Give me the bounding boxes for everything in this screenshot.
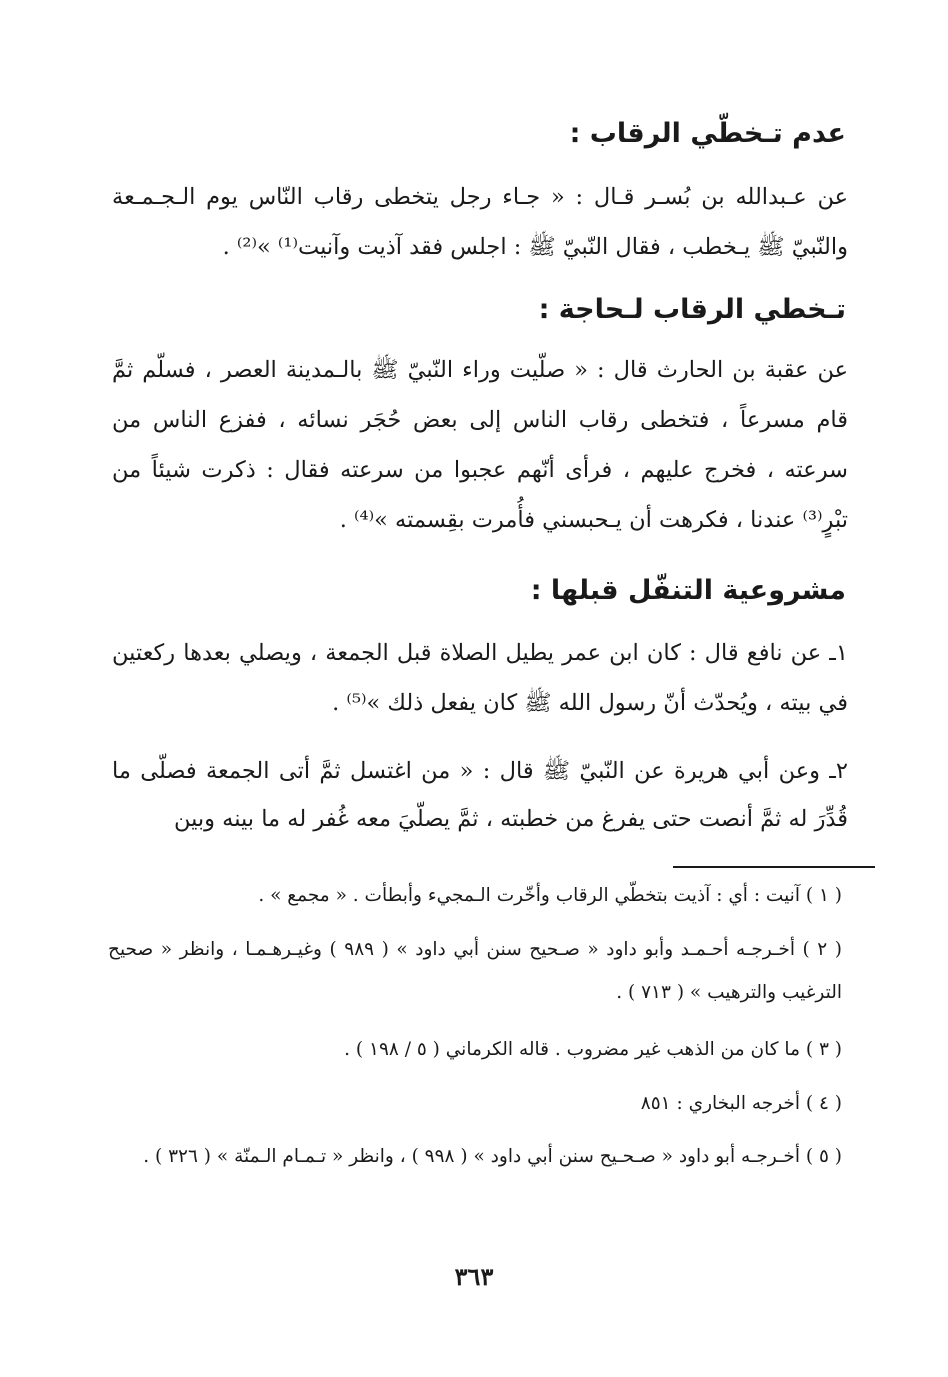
paragraph-abu-huraira-narration: ٢ـ وعن أبي هريرة عن النّبيّ ﷺ قال : « من اغتسل ثمَّ أتى الجمعة فصلّى ما قُدِّرَ له ثمَّ أنصت حتى يفرغ من خطبته ، ثمَّ يصلّيَ معه غُفر له ما بينه وبين <box>112 758 848 832</box>
section-heading-voluntary-prayer-before: مشروعية التنفّل قبلها : <box>530 575 846 606</box>
paragraph-abdullah-bin-busr: عن عـبدالله بن بُسـر قـال : « جـاء رجل يتخطى رقاب النّاس يوم الـجـمـعة والنّبيّ ﷺ يـخطب ، فقال النّبيّ ﷺ : اجلس فقد آذيت وآنيت⁽¹⁾ »⁽²⁾ . <box>112 184 848 260</box>
paragraph-uqba-bin-harith: عن عقبة بن الحارث قال : « صلّيت وراء النّبيّ ﷺ بالـمدينة العصر ، فسلّم ثمَّ قام مسرعاً ، فتخطى رقاب الناس إلى بعض حُجَر نسائه ، ففزع الناس من سرعته ، فخرج عليهم ، فرأى أنّهم عجبوا من سرعته فقال : ذكرت شيئاً من تبْرٍ⁽³⁾ عندنا ، فكرهت أن يـحبسني فأُمرت بقِسمته »⁽⁴⁾ . <box>112 357 848 533</box>
footnote-5: ( ٥ ) أخـرجـه أبو داود « صـحـيح سنن أبي داود » ( ٩٩٨ ) ، وانظر « تـمـام الـمنّة » ( ٣٢٦ ) . <box>143 1146 842 1167</box>
paragraph-nafi-narration: ١ـ عن نافع قال : كان ابن عمر يطيل الصلاة قبل الجمعة ، ويصلي بعدها ركعتين في بيته ، ويُحدّث أنّ رسول الله ﷺ كان يفعل ذلك »⁽⁵⁾ . <box>112 640 848 716</box>
footnote-3: ( ٣ ) ما كان من الذهب غير مضروب . قاله الكرماني ( ٥ / ١٩٨ ) . <box>344 1039 842 1060</box>
footnote-4: ( ٤ ) أخرجه البخاري : ٨٥١ <box>640 1093 842 1114</box>
footnote-separator <box>673 866 875 868</box>
page-number: ٣٦٣ <box>454 1262 494 1291</box>
section-heading-stepping-for-need: تـخطي الرقاب لـحاجة : <box>538 294 846 325</box>
footnote-2: ( ٢ ) أخـرجـه أحـمـد وأبو داود « صـحيح سنن أبي داود » ( ٩٨٩ ) وغيـرهـمـا ، وانظر « صحيح الترغيب والترهيب » ( ٧١٣ ) . <box>108 939 842 1003</box>
section-heading-stepping-over-necks: عدم تـخطّي الرقاب : <box>569 118 846 149</box>
footnote-1: ( ١ ) آنيت : أي : آذيت بتخطّي الرقاب وأخّرت الـمجيء وأبطأت . « مجمع » . <box>258 885 842 906</box>
